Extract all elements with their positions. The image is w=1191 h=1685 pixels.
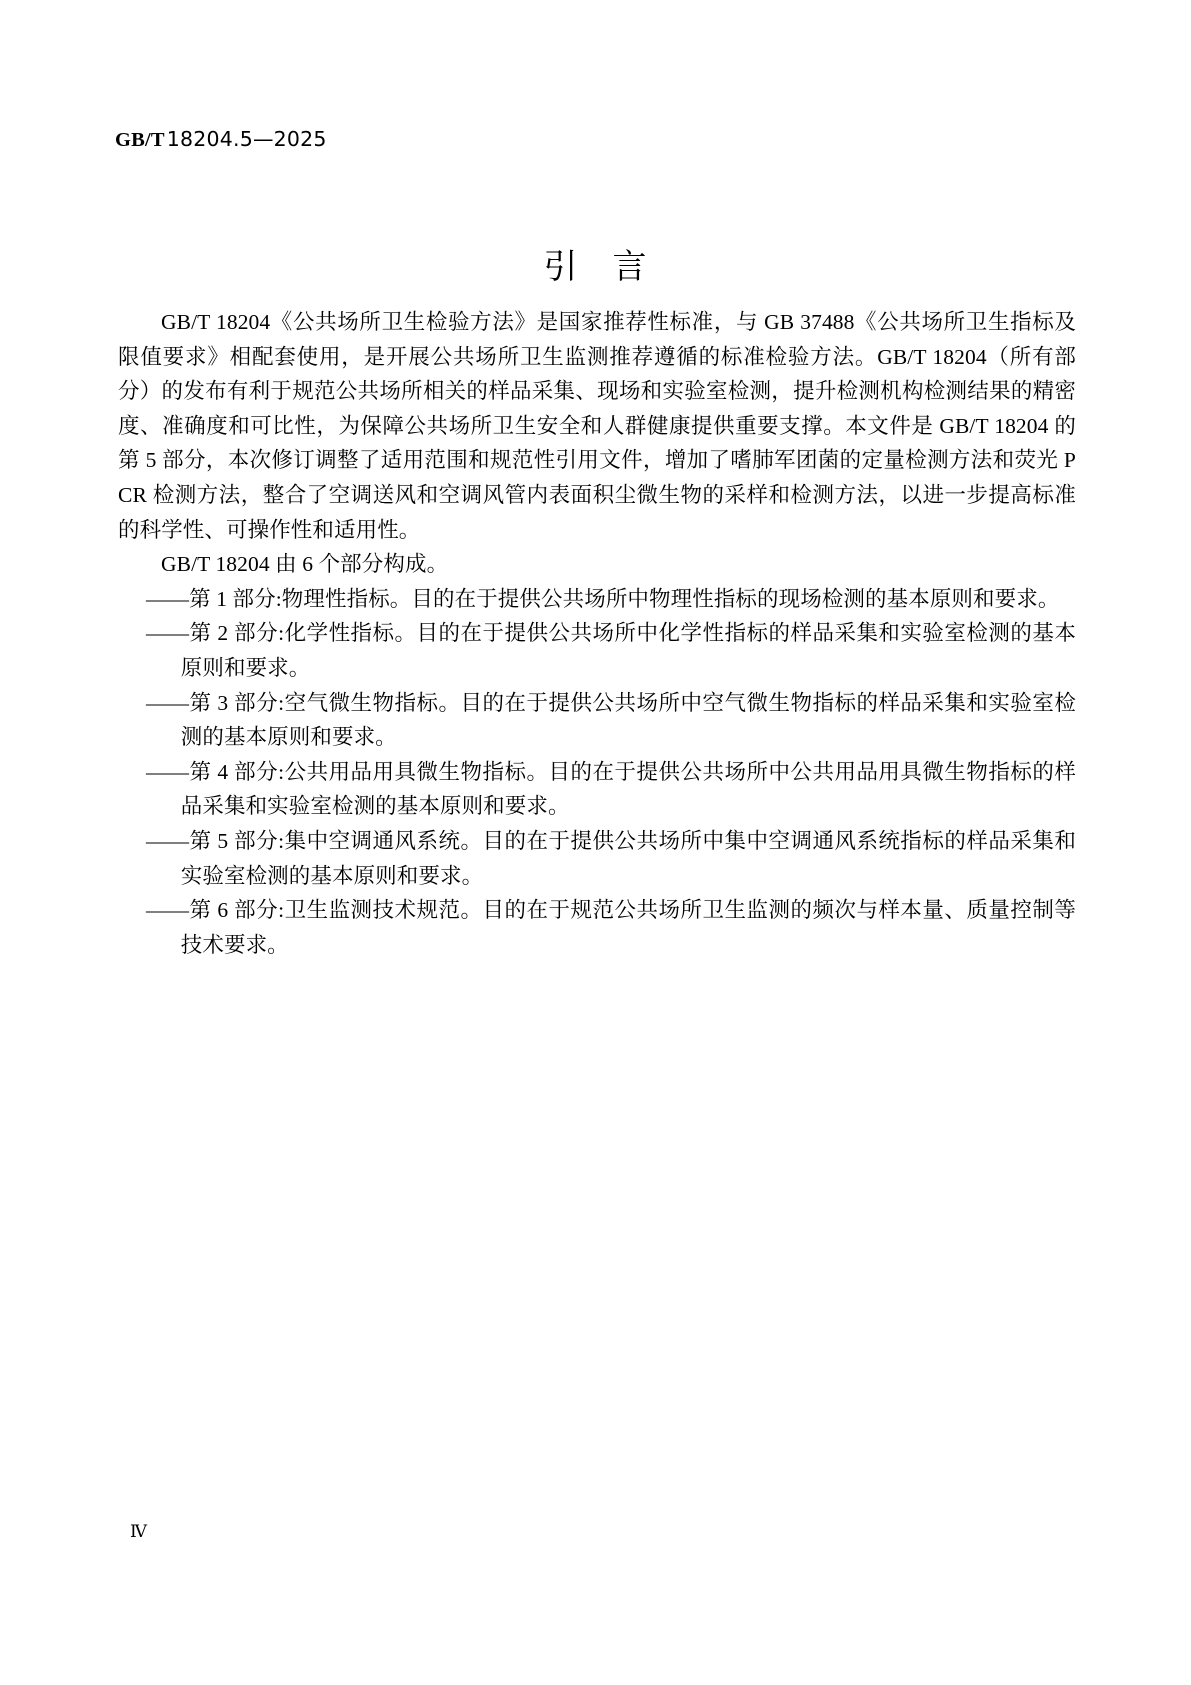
list-item: ——第 6 部分:卫生监测技术规范。目的在于规范公共场所卫生监测的频次与样本量、质量控制等技术要求。	[145, 898, 1076, 957]
list-item: ——第 1 部分:物理性指标。目的在于提供公共场所中物理性指标的现场检测的基本原则和要求。	[145, 586, 1060, 611]
foreword-paragraph-1: GB/T 18204《公共场所卫生检验方法》是国家推荐性标准，与 GB 37488《公共场所卫生指标及限值要求》相配套使用，是开展公共场所卫生监测推荐遵循的标准检验方法。GB/T 18204（所有部分）的发布有利于规范公共场所相关的样品采集、现场和实验室检测，提升检测机构检测结果的精密度、准确度和可比性，为保障公共场所卫生安全和人群健康提供重要支撑。本文件是 GB/T 18204 的第 5 部分，本次修订调整了适用范围和规范性引用文件，增加了嗜肺军团菌的定量检测方法和荧光 PCR 检测方法，整合了空调送风和空调风管内表面积尘微生物的采样和检测方法，以进一步提高标准的科学性、可操作性和适用性。	[118, 310, 1076, 542]
foreword-body	[118, 305, 1076, 962]
list-item: ——第 4 部分:公共用品用具微生物指标。目的在于提供公共场所中公共用品用具微生物指标的样品采集和实验室检测的基本原则和要求。	[145, 759, 1076, 819]
page-title-char-2: 言	[612, 246, 648, 287]
list-item: ——第 2 部分:化学性指标。目的在于提供公共场所中化学性指标的样品采集和实验室检测的基本原则和要求。	[145, 621, 1076, 680]
parts-list	[118, 582, 1076, 963]
running-header	[115, 126, 1075, 152]
page-title-char-1: 引	[543, 246, 579, 287]
page-title	[0, 245, 1191, 289]
page-number: Ⅳ	[130, 1522, 147, 1541]
standard-code: GB/T	[115, 129, 165, 151]
standard-number: 18204.5—2025	[166, 127, 327, 151]
parts-list-intro: GB/T 18204 由 6 个部分构成。	[161, 552, 449, 577]
list-item: ——第 3 部分:空气微生物指标。目的在于提供公共场所中空气微生物指标的样品采集和实验室检测的基本原则和要求。	[145, 690, 1076, 750]
list-item: ——第 5 部分:集中空调通风系统。目的在于提供公共场所中集中空调通风系统指标的样品采集和实验室检测的基本原则和要求。	[145, 828, 1076, 888]
